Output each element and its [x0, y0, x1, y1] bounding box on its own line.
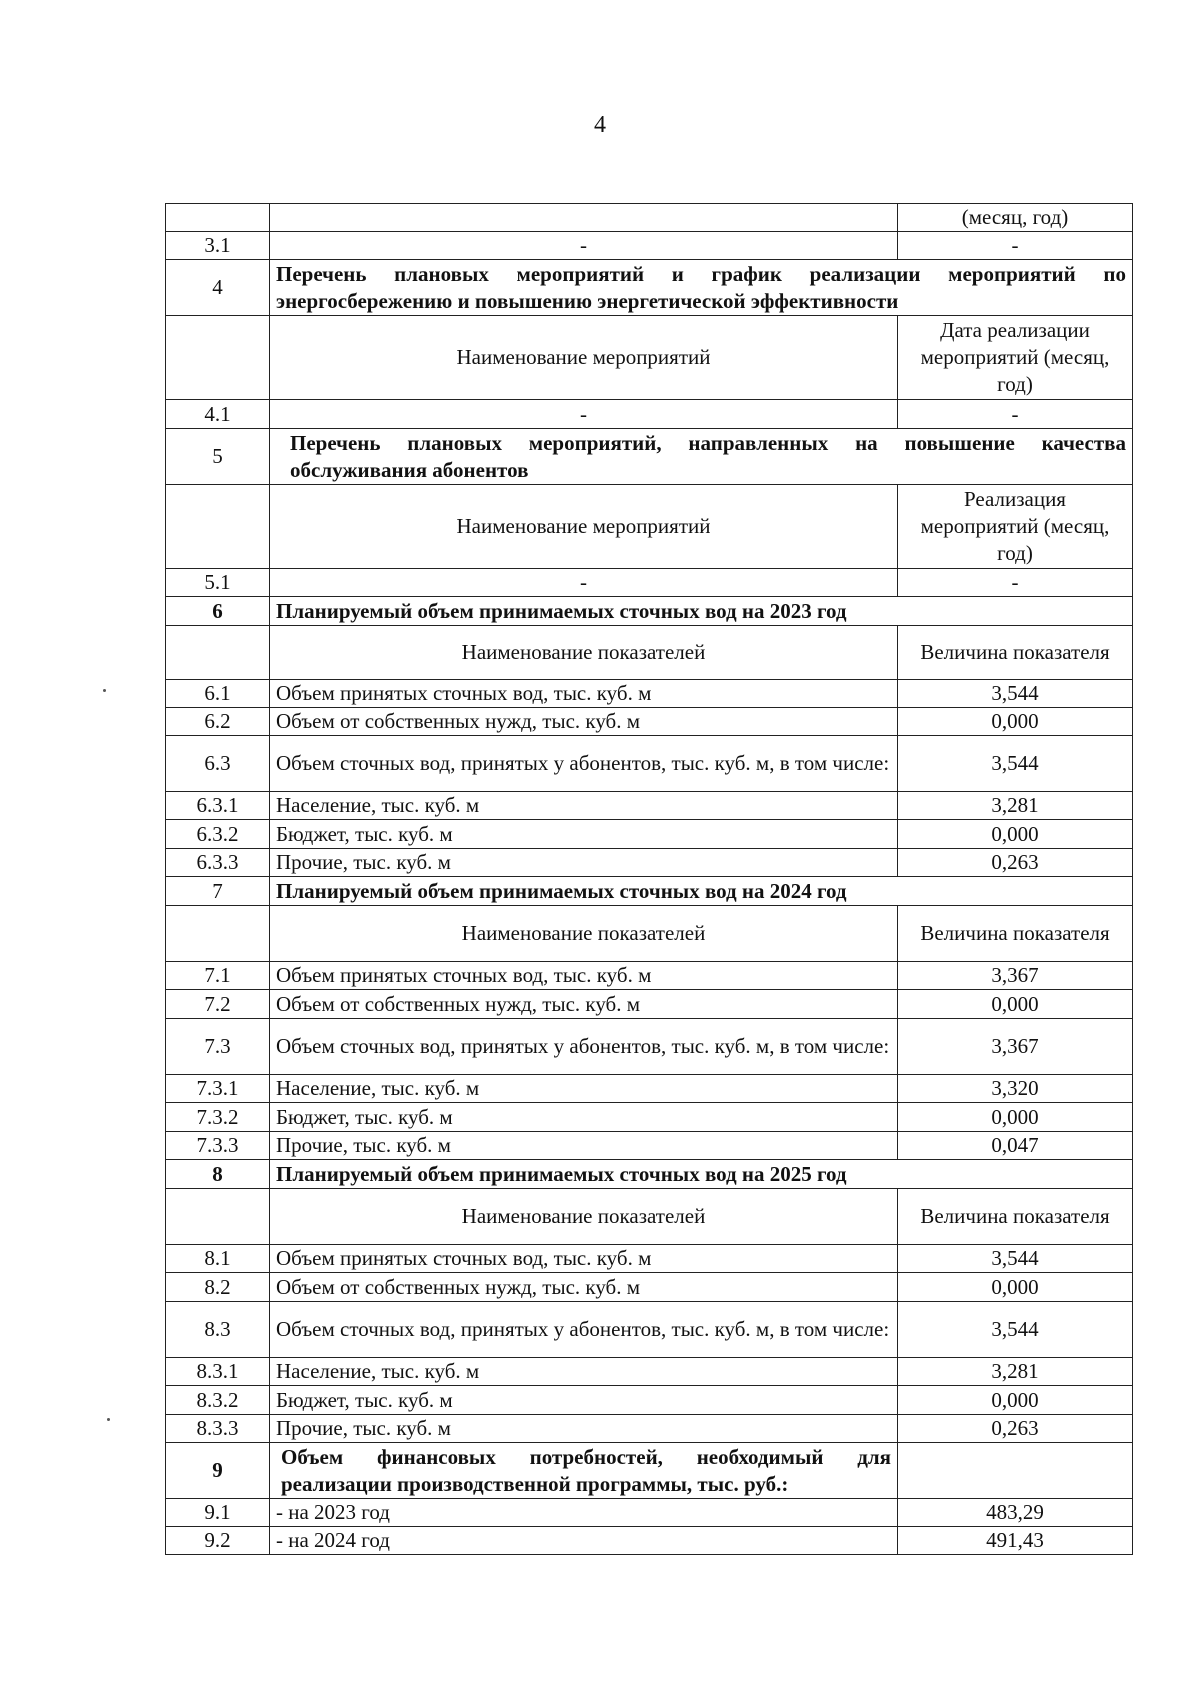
value-cell: 483,29 [898, 1499, 1133, 1527]
table-row [166, 400, 1133, 429]
number-cell: 3.1 [166, 232, 270, 260]
value-cell: 0,047 [898, 1132, 1133, 1160]
column-header-name: Наименование показателей [270, 1189, 898, 1245]
column-header-name: Наименование мероприятий [270, 485, 898, 569]
name-cell: - [270, 569, 898, 597]
name-cell: Объем сточных вод, принятых у абонентов, тыс. куб. м, в том числе: [270, 1019, 898, 1075]
value-cell: 3,544 [898, 1245, 1133, 1273]
number-cell: 6.2 [166, 708, 270, 736]
value-cell: 0,000 [898, 1386, 1133, 1415]
number-cell: 8.3.1 [166, 1358, 270, 1386]
table-row [166, 680, 1133, 708]
header-row [166, 485, 1133, 569]
number-cell: 6.3.3 [166, 849, 270, 877]
name-cell: Население, тыс. куб. м [270, 1075, 898, 1103]
value-cell: 491,43 [898, 1527, 1133, 1555]
section-number: 5 [166, 429, 270, 485]
value-cell [898, 1443, 1133, 1499]
section-row [166, 429, 1133, 485]
scan-speck [107, 1418, 110, 1421]
value-cell: - [898, 569, 1133, 597]
value-cell: - [898, 232, 1133, 260]
section-title: Планируемый объем принимаемых сточных вод на 2025 год [270, 1160, 1133, 1189]
number-cell: 7.3.2 [166, 1103, 270, 1132]
name-cell: Население, тыс. куб. м [270, 792, 898, 820]
value-cell: 0,000 [898, 1103, 1133, 1132]
number-cell: 8.3.2 [166, 1386, 270, 1415]
name-cell: Население, тыс. куб. м [270, 1358, 898, 1386]
header-row [166, 1189, 1133, 1245]
name-cell [270, 204, 898, 232]
header-row [166, 316, 1133, 400]
name-cell: Объем от собственных нужд, тыс. куб. м [270, 990, 898, 1019]
number-cell: 7.3 [166, 1019, 270, 1075]
column-header-name: Наименование показателей [270, 906, 898, 962]
name-cell: Прочие, тыс. куб. м [270, 1132, 898, 1160]
value-cell: (месяц, год) [898, 204, 1133, 232]
column-header-value: Реализация мероприятий (месяц, год) [898, 485, 1133, 569]
section-row [166, 1443, 1133, 1499]
number-cell: 7.2 [166, 990, 270, 1019]
table-row [166, 820, 1133, 849]
section-row [166, 1160, 1133, 1189]
section-title: Перечень плановых мероприятий, направленных на повышение качества обслуживания абонентов [270, 429, 1133, 485]
table-row [166, 569, 1133, 597]
table-row [166, 1132, 1133, 1160]
table-row [166, 1302, 1133, 1358]
number-cell [166, 906, 270, 962]
table-row [166, 849, 1133, 877]
name-cell: Объем принятых сточных вод, тыс. куб. м [270, 680, 898, 708]
table-row [166, 962, 1133, 990]
table-row [166, 1386, 1133, 1415]
name-cell: Объем сточных вод, принятых у абонентов, тыс. куб. м, в том числе: [270, 1302, 898, 1358]
section-number: 8 [166, 1160, 270, 1189]
value-cell: 3,544 [898, 680, 1133, 708]
column-header-value: Величина показателя [898, 626, 1133, 680]
name-cell: Прочие, тыс. куб. м [270, 849, 898, 877]
name-cell: Объем от собственных нужд, тыс. куб. м [270, 1273, 898, 1302]
number-cell: 5.1 [166, 569, 270, 597]
name-cell: Объем сточных вод, принятых у абонентов, тыс. куб. м, в том числе: [270, 736, 898, 792]
name-cell: Бюджет, тыс. куб. м [270, 820, 898, 849]
section-row [166, 260, 1133, 316]
table-row [166, 990, 1133, 1019]
value-cell: 0,000 [898, 820, 1133, 849]
value-cell: 0,000 [898, 1273, 1133, 1302]
value-cell: 3,367 [898, 1019, 1133, 1075]
number-cell: 4.1 [166, 400, 270, 429]
column-header-value: Величина показателя [898, 906, 1133, 962]
table-row [166, 1273, 1133, 1302]
number-cell: 8.3 [166, 1302, 270, 1358]
table-row [166, 1075, 1133, 1103]
value-cell: 3,367 [898, 962, 1133, 990]
column-header-value: Величина показателя [898, 1189, 1133, 1245]
number-cell: 6.3.2 [166, 820, 270, 849]
table-row [166, 1499, 1133, 1527]
section-row [166, 877, 1133, 906]
scan-speck [103, 689, 106, 692]
name-cell: - [270, 232, 898, 260]
table-row [166, 792, 1133, 820]
number-cell [166, 316, 270, 400]
number-cell [166, 626, 270, 680]
program-table [165, 203, 1133, 1555]
name-cell: Бюджет, тыс. куб. м [270, 1386, 898, 1415]
number-cell: 6.3 [166, 736, 270, 792]
header-row [166, 906, 1133, 962]
number-cell [166, 485, 270, 569]
table-row [166, 1103, 1133, 1132]
name-cell: Объем принятых сточных вод, тыс. куб. м [270, 962, 898, 990]
number-cell: 8.3.3 [166, 1415, 270, 1443]
value-cell: 3,544 [898, 736, 1133, 792]
section-number: 6 [166, 597, 270, 626]
name-cell: - [270, 400, 898, 429]
name-cell: Объем от собственных нужд, тыс. куб. м [270, 708, 898, 736]
value-cell: 3,544 [898, 1302, 1133, 1358]
table-row [166, 1527, 1133, 1555]
number-cell: 7.3.1 [166, 1075, 270, 1103]
section-row [166, 597, 1133, 626]
value-cell: 0,263 [898, 849, 1133, 877]
number-cell: 6.3.1 [166, 792, 270, 820]
number-cell: 8.1 [166, 1245, 270, 1273]
value-cell: 3,281 [898, 792, 1133, 820]
number-cell: 7.1 [166, 962, 270, 990]
name-cell: Бюджет, тыс. куб. м [270, 1103, 898, 1132]
value-cell: 3,281 [898, 1358, 1133, 1386]
section-number: 7 [166, 877, 270, 906]
value-cell: 0,263 [898, 1415, 1133, 1443]
table-row [166, 1415, 1133, 1443]
table-row [166, 1019, 1133, 1075]
table-row [166, 736, 1133, 792]
name-cell: Прочие, тыс. куб. м [270, 1415, 898, 1443]
value-cell: 0,000 [898, 708, 1133, 736]
number-cell: 9.1 [166, 1499, 270, 1527]
table-row [166, 204, 1133, 232]
section-number: 4 [166, 260, 270, 316]
number-cell: 8.2 [166, 1273, 270, 1302]
section-title: Планируемый объем принимаемых сточных вод на 2024 год [270, 877, 1133, 906]
number-cell [166, 1189, 270, 1245]
section-title: Перечень плановых мероприятий и график реализации мероприятий по энергосбережению и повышению энергетической эффективности [270, 260, 1133, 316]
value-cell: - [898, 400, 1133, 429]
number-cell: 6.1 [166, 680, 270, 708]
table-row [166, 1245, 1133, 1273]
column-header-name: Наименование показателей [270, 626, 898, 680]
number-cell: 7.3.3 [166, 1132, 270, 1160]
value-cell: 0,000 [898, 990, 1133, 1019]
name-cell: Объем принятых сточных вод, тыс. куб. м [270, 1245, 898, 1273]
header-row [166, 626, 1133, 680]
table-row [166, 708, 1133, 736]
section-title: Объем финансовых потребностей, необходимый для реализации производственной программы, тыс. руб.: [270, 1443, 898, 1499]
number-cell: 9.2 [166, 1527, 270, 1555]
table-row [166, 232, 1133, 260]
value-cell: 3,320 [898, 1075, 1133, 1103]
name-cell: - на 2024 год [270, 1527, 898, 1555]
section-number: 9 [166, 1443, 270, 1499]
column-header-name: Наименование мероприятий [270, 316, 898, 400]
page-number: 4 [594, 112, 606, 138]
column-header-value: Дата реализации мероприятий (месяц, год) [898, 316, 1133, 400]
section-title: Планируемый объем принимаемых сточных вод на 2023 год [270, 597, 1133, 626]
table-row [166, 1358, 1133, 1386]
name-cell: - на 2023 год [270, 1499, 898, 1527]
number-cell [166, 204, 270, 232]
